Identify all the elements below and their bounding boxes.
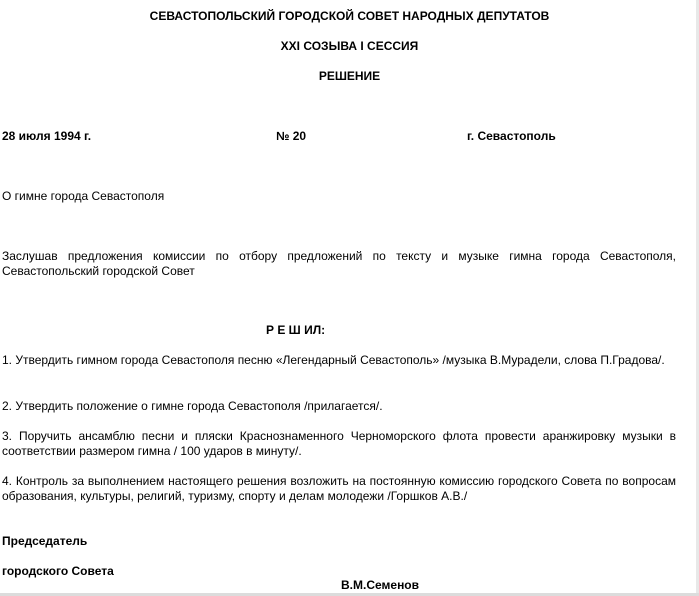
signature-title-line1: Председатель (2, 534, 88, 548)
signature-name: В.М.Семенов (341, 578, 420, 592)
document-date: 28 июля 1994 г. (2, 129, 92, 143)
document-type: РЕШЕНИЕ (318, 69, 381, 83)
council-title: СЕВАСТОПОЛЬСКИЙ ГОРОДСКОЙ СОВЕТ НАРОДНЫХ ДЕПУТАТОВ (149, 9, 550, 23)
preamble-paragraph: Заслушав предложения комиссии по отбору предложений по тексту и музыке гимна города Севастополя, Севастопольский городской Совет (2, 249, 676, 278)
signature-title-line2: городского Совета (2, 564, 114, 578)
resolution-item-3: 3. Поручить ансамблю песни и пляски Краснознаменного Черноморского флота провести аранжировку музыки в соответствии размером гимна / 100 ударов в минуту/. (2, 429, 676, 458)
document-subject: О гимне города Севастополя (2, 189, 165, 203)
resolution-item-2: 2. Утвердить положение о гимне города Севастополя /прилагается/. (2, 399, 383, 413)
resolution-item-1: 1. Утвердить гимном города Севастополя песню «Легендарный Севастополь» /музыка В.Мурадели, слова П.Градова/. (2, 353, 665, 367)
document-number: № 20 (276, 129, 307, 143)
session-title: XXI СОЗЫВА I СЕССИЯ (280, 39, 419, 53)
document-city: г. Севастополь (467, 129, 556, 143)
resolved-heading: Р Е Ш ИЛ: (266, 323, 326, 337)
resolution-item-4: 4. Контроль за выполнением настоящего решения возложить на постоянную комиссию городского Совета по вопросам образования, культуры, религий, туризму, спорту и делам молодежи /Горшков А.В./ (2, 474, 676, 503)
